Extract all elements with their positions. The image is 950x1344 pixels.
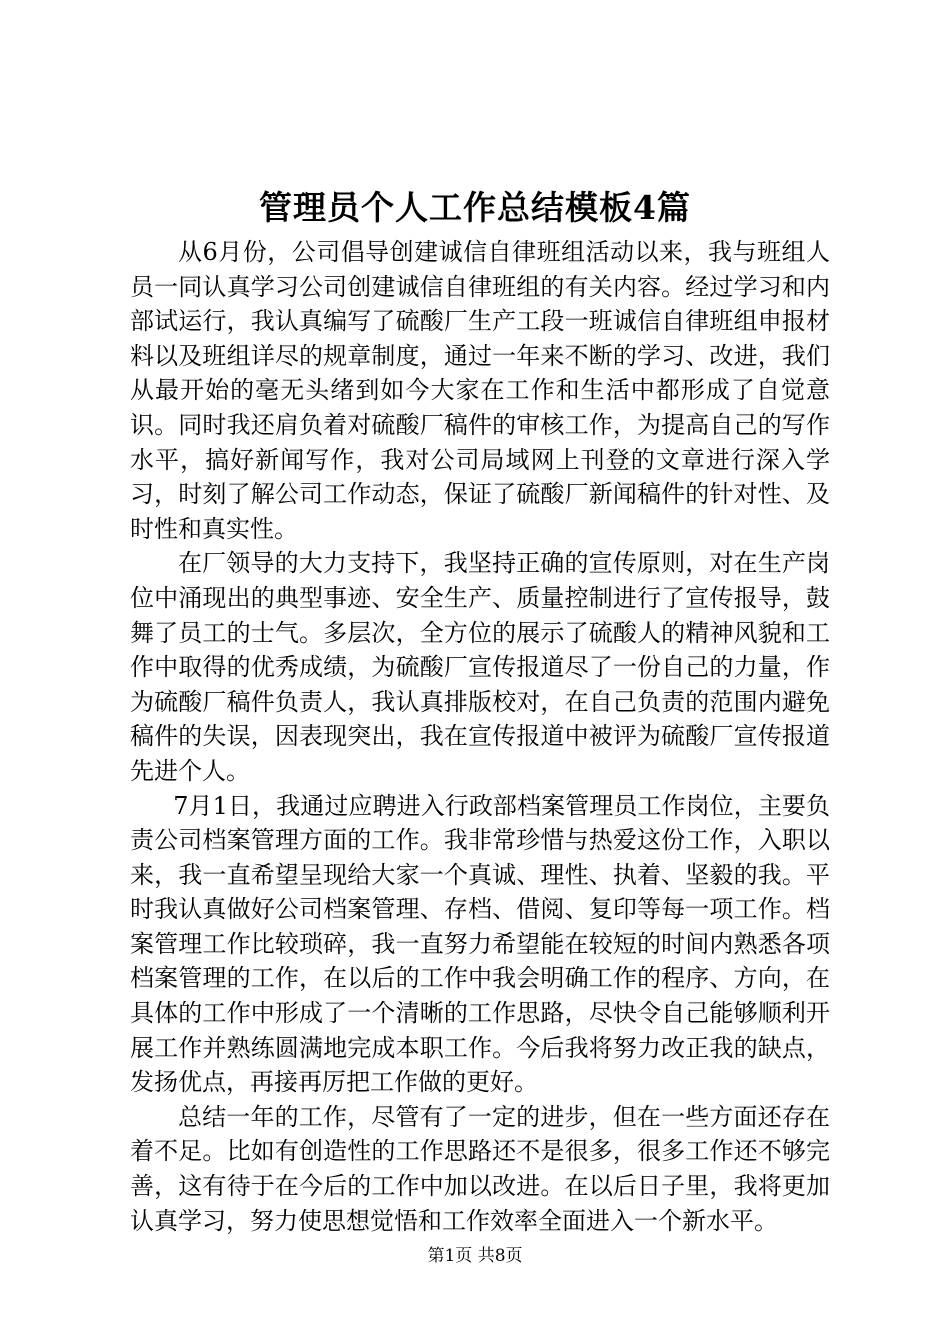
document-title: 管理员个人工作总结模板4篇 (259, 188, 691, 227)
paragraph-3: 7月1日，我通过应聘进入行政部档案管理员工作岗位，主要负责公司档案管理方面的工作。我非常珍惜与热爱这份工作，入职以来，我一直希望呈现给大家一个真诚、理性、执着、坚毅的我。平时我认真做好公司档案管理、存档、借阅、复印等每一项工作。档案管理工作比较琐碎，我一直努力希望能在较短的时间内熟悉各项档案管理的工作，在以后的工作中我会明确工作的程序、方向，在具体的工作中形成了一个清晰的工作思路，尽快令自己能够顺利开展工作并熟练圆满地完成本职工作。今后我将努力改正我的缺点，发扬优点，再接再厉把工作做的更好。 (130, 791, 830, 1097)
paragraph-4: 总结一年的工作，尽管有了一定的进步，但在一些方面还存在着不足。比如有创造性的工作思路还不是很多，很多工作还不够完善，这有待于在今后的工作中加以改进。在以后日子里，我将更加认真学习，努力使思想觉悟和工作效率全面进入一个新水平。 (130, 1102, 830, 1235)
paragraph-2: 在厂领导的大力支持下，我坚持正确的宣传原则，对在生产岗位中涌现出的典型事迹、安全生产、质量控制进行了宣传报导，鼓舞了员工的士气。多层次，全方位的展示了硫酸人的精神风貌和工作中取得的优秀成绩，为硫酸厂宣传报道尽了一份自己的力量，作为硫酸厂稿件负责人，我认真排版校对，在自己负责的范围内避免稿件的失误，因表现突出，我在宣传报道中被评为硫酸厂宣传报道先进个人。 (130, 549, 830, 785)
document-body (130, 235, 830, 1238)
paragraph-1: 从6月份，公司倡导创建诚信自律班组活动以来，我与班组人员一同认真学习公司创建诚信自律班组的有关内容。经过学习和内部试运行，我认真编写了硫酸厂生产工段一班诚信自律班组申报材料以及班组详尽的规章制度，通过一年来不断的学习、改进，我们从最开始的毫无头绪到如今大家在工作和生活中都形成了自觉意识。同时我还肩负着对硫酸厂稿件的审核工作，为提高自己的写作水平，搞好新闻写作，我对公司局域网上刊登的文章进行深入学习，时刻了解公司工作动态，保证了硫酸厂新闻稿件的针对性、及时性和真实性。 (130, 238, 830, 543)
page-number-footer: 第1页 共8页 (427, 1246, 523, 1266)
